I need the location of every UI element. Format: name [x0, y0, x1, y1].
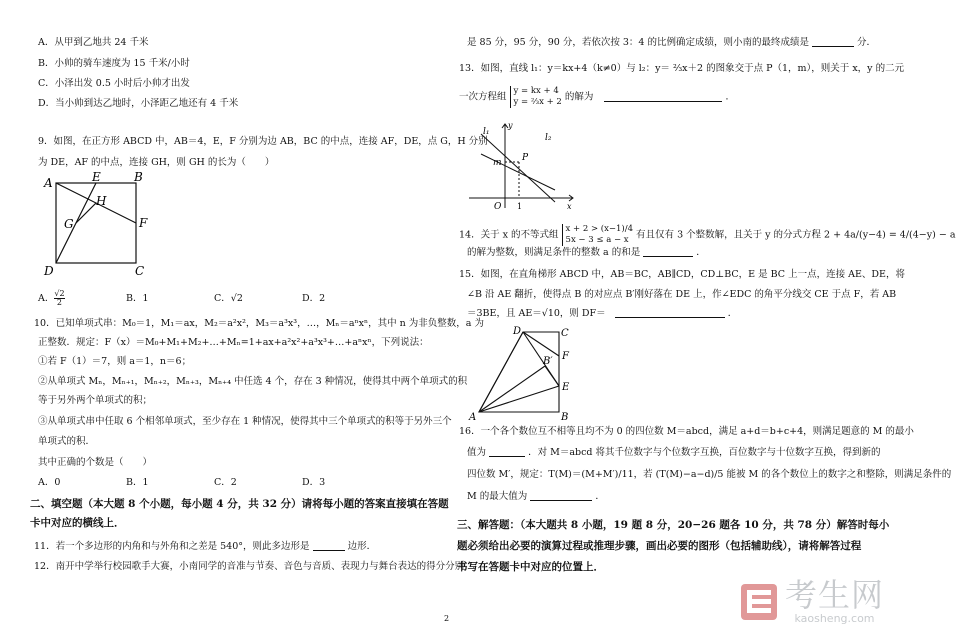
q11-stem: 11．若一个多边形的内角和与外角和之差是 540°，则此多边形是	[34, 541, 310, 552]
q15-segment-ab-prime	[479, 366, 545, 412]
q13-label-x: x	[567, 202, 572, 211]
q10-statement-3a: ③从单项式串中任取 6 个相邻单项式，至少存在 1 种情况，使得其中三个单项式的积等于另外三个	[38, 416, 452, 427]
q9-label-c: C	[135, 264, 145, 278]
section2-heading-line2: 卡中对应的横线上．	[30, 517, 125, 529]
q14-row2: 的解为整数，则满足条件的整数 a 的和是 ．	[467, 247, 706, 258]
q16-min-label: 值为	[467, 447, 487, 458]
q14-prefix: 14．关于 x 的不等式组	[459, 229, 559, 241]
q16-stem-line3: 四位数 M′，规定：T(M)＝(M+M′)/11，若 (T(M)−a−d)/5 能被 M 的各个数位上的数字之和整除，则满足条件的	[467, 469, 952, 480]
q13-system-row: 一次方程组 y = kx + 4 y = ⅔x + 2 的解为 ．	[459, 86, 735, 107]
q9-options	[38, 290, 390, 307]
q16-stem-line2	[467, 446, 881, 460]
q15-label-c: C	[561, 328, 569, 339]
q13-label-1: 1	[517, 202, 523, 211]
q15-trapezoid-figure	[469, 322, 579, 422]
page-number: 2	[444, 614, 450, 623]
q16-stem-line1: 16．一个各个数位互不相等且均不为 0 的四位数 M＝abcd，满足 a+d＝b+c+4，则满足题意的 M 的最小	[459, 426, 914, 437]
q13-system-prefix: 一次方程组	[459, 91, 507, 103]
q10-option-b: B．1	[126, 477, 149, 488]
q13-line-l1	[481, 134, 555, 202]
q10-statement-1: ①若 F（1）＝7，则 a＝1，n＝6；	[38, 356, 192, 367]
q15-condition: ＝3BE，且 AE＝√10，则 DF＝	[467, 308, 606, 319]
q10-option-a: A．0	[38, 477, 61, 488]
q10-count-question: 其中正确的个数是（ ）	[38, 457, 153, 468]
q13-label-m: m	[493, 158, 502, 168]
q15-stem-line3: ＝3BE，且 AE＝√10，则 DF＝ ．	[467, 308, 738, 319]
q13-eq1: y = kx + 4	[513, 86, 559, 96]
q14-question: 的解为整数，则满足条件的整数 a 的和是	[467, 247, 641, 258]
q10-stem-line2: 正整数．规定：F（x）＝M₀+M₁+M₂+…+Mₙ=1+ax+a²x²+a³x³+…+aⁿxⁿ，下列说法：	[38, 337, 429, 348]
q8-option-a: A．从甲到乙地共 24 千米	[38, 37, 149, 48]
watermark-en: kaosheng.com	[794, 612, 875, 625]
q15-label-f: F	[562, 351, 569, 362]
q10-options	[38, 476, 390, 490]
watermark	[739, 578, 884, 625]
q9-square-figure	[42, 170, 160, 280]
q9-label-b: B	[134, 170, 143, 184]
q14-ineq1: x + 2 > (x−1)/4	[565, 224, 634, 234]
q13-stem: 13．如图，直线 l₁：y＝kx+4（k≠0）与 l₂：y＝ ⅔x＋2 的图象交于点 P（1，m），则关于 x，y 的二元	[459, 63, 905, 74]
watermark-logo-icon	[739, 582, 779, 622]
q10-statement-2a: ②从单项式 Mₙ，Mₙ₊₁，Mₙ₊₂，Mₙ₊₃，Mₙ₊₄ 中任选 4 个，存在 3 种情况，使得其中两个单项式的积	[38, 376, 468, 387]
q13-label-l1: l₁	[483, 127, 490, 137]
q15-stem-line1: 15．如图，在直角梯形 ABCD 中，AB＝BC，AB∥CD，CD⊥BC，E 是 BC 上一点，连接 AE、DE，将	[459, 269, 905, 280]
q8-option-b: B．小帅的骑车速度为 15 千米/小时	[38, 58, 190, 69]
q13-graph-figure	[461, 120, 579, 212]
q15-trapezoid	[479, 332, 559, 412]
q12-stem: 12．南开中学举行校园歌手大赛，小南同学的音准与节奏、音色与音质、表现力与舞台表达的得分分别	[34, 561, 465, 572]
watermark-cn: 考生网	[784, 576, 884, 614]
q12-suffix: 分．	[857, 37, 877, 48]
q10-option-d: D．3	[302, 477, 326, 488]
q13-label-l2: l₂	[545, 133, 552, 143]
q13-eq2: y = ⅔x + 2	[513, 97, 562, 107]
q15-label-b: B	[561, 412, 569, 423]
q9-stem-line1: 9．如图，在正方形 ABCD 中，AB＝4，E，F 分别为边 AB，BC 的中点，连接 AF，DE，点 G，H 分别	[38, 136, 488, 147]
q11-suffix: 边形．	[347, 541, 377, 552]
q12-cont-text: 是 85 分，95 分，90 分，若依次按 3：4 的比例确定成绩，则小南的最终成绩是	[467, 37, 809, 48]
q15-label-d: D	[513, 326, 522, 337]
q9-label-g: G	[64, 217, 74, 231]
q9-stem-line2: 为 DE，AF 的中点，连接 GH，则 GH 的长为（ ）	[38, 157, 275, 168]
q16-max-label: M 的最大值为	[467, 491, 528, 502]
q15-label-a: A	[469, 412, 477, 423]
q16-max-answer-blank[interactable]	[530, 490, 592, 501]
q11-answer-blank[interactable]	[313, 540, 345, 551]
q14-answer-blank[interactable]	[643, 246, 693, 257]
q9-label-a: A	[44, 176, 53, 190]
q16-stem-line4: M 的最大值为 ．	[467, 491, 605, 502]
section3-heading-line3: 书写在答题卡中对应的位置上．	[457, 561, 604, 573]
section3-heading-line2: 题必须给出必要的演算过程或推理步骤，画出必要的图形（包括辅助线），请将解答过程	[457, 540, 862, 552]
section3-heading-line1: 三、解答题：（本大题共 8 小题，19 题 8 分，20−26 题各 10 分，共 78 分）解答时每小	[457, 519, 890, 531]
q12-answer-blank[interactable]	[812, 36, 854, 47]
q15-stem-line2: ∠B 沿 AE 翻折，使得点 B 的对应点 B′刚好落在 DE 上，作∠EDC 的角平分线交 CE 于点 F，若 AB	[467, 289, 897, 300]
q15-label-e: E	[562, 382, 570, 393]
q12-continued	[467, 36, 876, 50]
q9-label-f: F	[139, 216, 148, 230]
q9-segment-gh	[76, 203, 96, 223]
q9-label-d: D	[44, 264, 54, 278]
q13-system	[510, 86, 562, 108]
section2-heading-line1: 二、填空题（本大题 8 个小题，每小题 4 分，共 32 分）请将每小题的答案直接填在答题	[30, 498, 449, 510]
q8-option-c: C．小泽出发 0.5 小时后小帅才出发	[38, 78, 190, 89]
q13-answer-blank[interactable]	[604, 91, 722, 102]
q9-option-c: C．√2	[214, 293, 243, 304]
q13-label-y: y	[508, 121, 513, 130]
q9-option-d: D．2	[302, 293, 326, 304]
q11-text	[34, 540, 376, 554]
q16-transform-text: ．对 M＝abcd 将其千位数字与个位数字互换，百位数字与十位数字互换，得到新的	[528, 447, 881, 458]
q16-min-answer-blank[interactable]	[489, 446, 525, 457]
q10-statement-3b: 单项式的积．	[38, 436, 96, 447]
q13-label-p: P	[522, 153, 529, 163]
q13-system-suffix: 的解为	[564, 91, 594, 103]
q15-segment-bprime-e	[545, 366, 559, 386]
q14-fraction-equation: 有且仅有 3 个整数解，且关于 y 的分式方程 2 + 4a/(y−4) = 4/(4−y) − a	[636, 229, 956, 241]
q15-answer-blank[interactable]	[615, 307, 725, 318]
q9-option-b: B．1	[126, 293, 149, 304]
q9-label-e: E	[92, 170, 101, 184]
q10-stem-line1: 10．已知单项式串：M₀＝1，M₁＝ax，M₂＝a²x²，M₃＝a³x³，…，Mₙ＝aⁿxⁿ，其中 n 为非负整数，a 为	[34, 318, 484, 329]
watermark-text	[785, 578, 884, 625]
q9-label-h: H	[96, 194, 107, 208]
q15-segment-df	[523, 332, 559, 356]
q10-option-c: C．2	[214, 477, 237, 488]
q14-ineq2: 5x − 3 ≤ a − x	[565, 235, 629, 245]
q9-option-a: A． $\frac{√2}{2}$	[38, 289, 65, 307]
q14-row1	[459, 224, 956, 246]
q15-label-bprime: B′	[543, 356, 553, 367]
q14-system	[562, 224, 633, 246]
q13-label-o: O	[494, 202, 502, 212]
q8-option-d: D．当小帅到达乙地时，小泽距乙地还有 4 千米	[38, 98, 239, 109]
q10-statement-2b: 等于另外两个单项式的积；	[38, 395, 153, 406]
